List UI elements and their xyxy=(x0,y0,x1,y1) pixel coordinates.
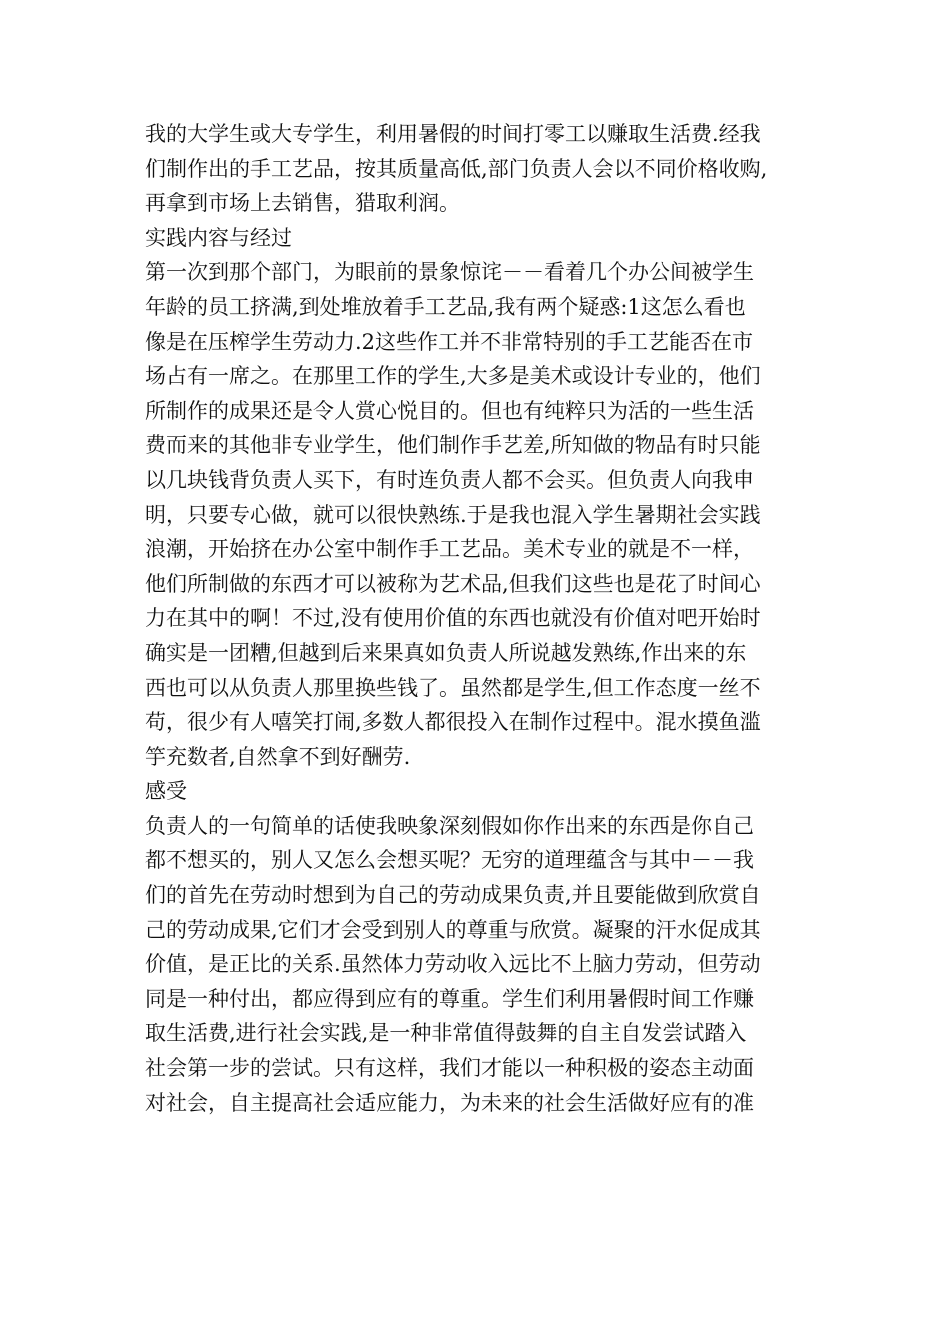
text-line: 确实是一团糟,但越到后来果真如负责人所说越发熟练,作出来的东 xyxy=(145,640,747,665)
text-line: 负责人的一句简单的话使我映象深刻假如你作出来的东西是你自己 xyxy=(145,813,754,838)
text-line: 己的劳动成果,它们才会受到别人的尊重与欣赏。凝聚的汗水促成其 xyxy=(145,917,761,942)
text-line: 第一次到那个部门，为眼前的景象惊诧－－看着几个办公间被学生 xyxy=(145,260,754,285)
text-line: 社会第一步的尝试。只有这样，我们才能以一种积极的姿态主动面 xyxy=(145,1056,754,1081)
body-text xyxy=(145,117,810,1120)
text-line: 费而来的其他非专业学生，他们制作手艺差,所知做的物品有时只能 xyxy=(145,433,761,458)
text-line: 浪潮，开始挤在办公室中制作手工艺品。美术专业的就是不一样， xyxy=(145,537,754,562)
text-line: 以几块钱背负责人买下，有时连负责人都不会买。但负责人向我申 xyxy=(145,467,754,492)
text-line: 力在其中的啊！不过,没有使用价值的东西也就没有价值对吧开始时 xyxy=(145,606,761,631)
section-heading-practice: 实践内容与经过 xyxy=(145,225,292,250)
text-line: 同是一种付出，都应得到应有的尊重。学生们利用暑假时间工作赚 xyxy=(145,986,754,1011)
text-line: 像是在压榨学生劳动力.2这些作工并不非常特别的手工艺能否在市 xyxy=(145,329,754,354)
text-line: 价值，是正比的关系.虽然体力劳动收入远比不上脑力劳动，但劳动 xyxy=(145,952,761,977)
text-line: 场占有一席之。在那里工作的学生,大多是美术或设计专业的，他们 xyxy=(145,364,761,389)
text-line: 对社会，自主提高社会适应能力，为未来的社会生活做好应有的准 xyxy=(145,1090,754,1115)
text-line: 取生活费,进行社会实践,是一种非常值得鼓舞的自主自发尝试踏入 xyxy=(145,1021,747,1046)
text-line: 明，只要专心做，就可以很快熟练.于是我也混入学生暑期社会实践 xyxy=(145,502,761,527)
text-line: 都不想买的，别人又怎么会想买呢？无穷的道理蕴含与其中－－我 xyxy=(145,848,754,873)
text-line: 们制作出的手工艺品，按其质量高低,部门负责人会以不同价格收购, xyxy=(145,156,768,181)
section-heading-feelings: 感受 xyxy=(145,779,187,804)
text-line: 所制作的成果还是令人赏心悦目的。但也有纯粹只为活的一些生活 xyxy=(145,398,754,423)
text-line: 苟，很少有人嘻笑打闹,多数人都很投入在制作过程中。混水摸鱼滥 xyxy=(145,710,761,735)
text-line: 竽充数者,自然拿不到好酬劳. xyxy=(145,744,411,769)
text-line: 他们所制做的东西才可以被称为艺术品,但我们这些也是花了时间心 xyxy=(145,571,761,596)
text-line: 再拿到市场上去销售，猎取利润。 xyxy=(145,191,460,216)
text-line: 们的首先在劳动时想到为自己的劳动成果负责,并且要能做到欣赏自 xyxy=(145,883,761,908)
text-line: 年龄的员工挤满,到处堆放着手工艺品,我有两个疑惑:1这怎么看也 xyxy=(145,294,746,319)
text-line: 西也可以从负责人那里换些钱了。虽然都是学生,但工作态度一丝不 xyxy=(145,675,761,700)
text-line: 我的大学生或大专学生，利用暑假的时间打零工以赚取生活费.经我 xyxy=(145,122,761,146)
